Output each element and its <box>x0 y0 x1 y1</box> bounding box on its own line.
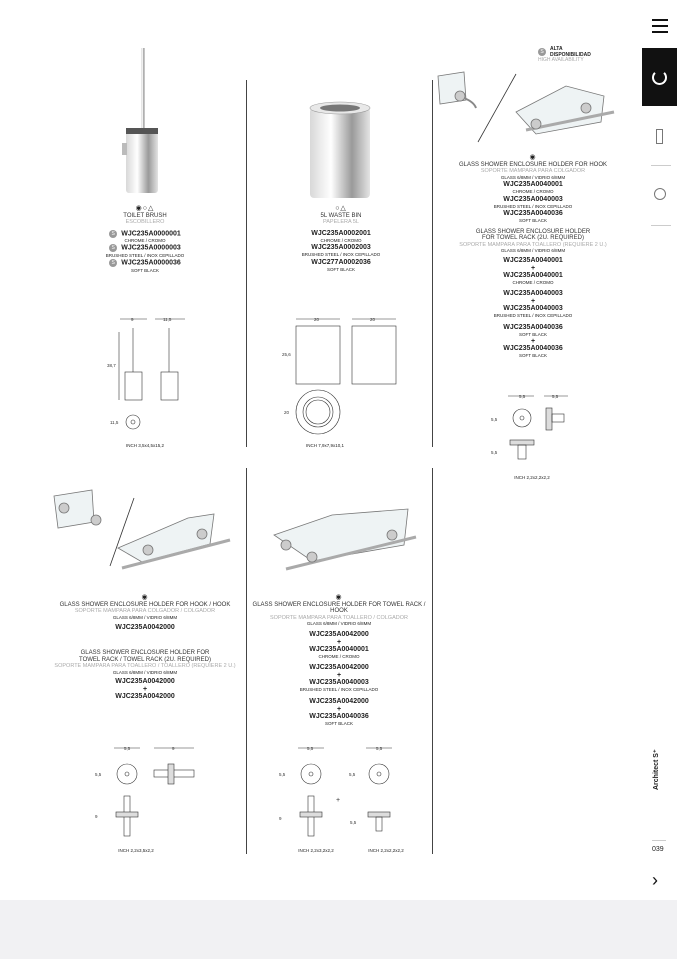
plus-sign: + <box>142 686 148 693</box>
dim-width: 11,5 <box>163 317 172 322</box>
plus-sign: + <box>336 672 342 679</box>
availability-badge: S <box>109 259 117 267</box>
plus-sign: + <box>530 338 536 345</box>
dim-depth: 20 <box>284 410 290 415</box>
dim-width: 20 <box>370 317 376 322</box>
product-code: WJC235A0000036 <box>121 259 181 267</box>
finish-label: BRUSHED STEEL / INOX CEPILLADO <box>493 203 573 209</box>
dim-width: 5,5 <box>519 394 526 399</box>
plus-sign: + <box>336 638 342 646</box>
towel-rack-holder-block <box>248 595 430 727</box>
power-icon <box>652 70 667 85</box>
product-category-button[interactable] <box>642 122 677 150</box>
product-title: GLASS SHOWER ENCLOSURE HOLDER FOR <box>80 650 210 656</box>
plus-sign: + <box>336 705 342 713</box>
product-title: GLASS SHOWER ENCLOSURE HOLDER FOR HOOK <box>458 161 608 168</box>
product-subtitle: SOPORTE MAMPARA PARA TOALLERO / COLGADOR <box>270 614 408 621</box>
brand-label: Architect S⁺ <box>653 749 660 790</box>
availability-title: ALTA DISPONIBILIDAD <box>550 46 591 58</box>
availability-legend <box>538 47 593 64</box>
finish-icons: ◉ <box>141 594 149 601</box>
product-code: WJC235A0040003 <box>309 679 369 686</box>
plus-sign: + <box>530 298 536 305</box>
toilet-brush-image <box>118 48 168 198</box>
dim-height: 9 <box>95 814 98 819</box>
product-code: WJC235A0040001 <box>503 271 563 279</box>
menu-button[interactable] <box>642 10 677 42</box>
divider <box>652 840 666 841</box>
finish-label: SOFT BLACK <box>131 267 159 273</box>
product-code: WJC235A0040001 <box>503 181 563 188</box>
product-title: TOWEL RACK / TOWEL RACK (2U. REQUIRED) <box>79 656 211 663</box>
ring-holder-icon <box>654 188 666 200</box>
product-code: WJC235A0040036 <box>503 345 563 352</box>
dim-height: 5,5 <box>491 450 498 455</box>
product-code: WJC235A0042000 <box>115 678 175 685</box>
power-button[interactable] <box>642 48 677 106</box>
product-title: GLASS SHOWER ENCLOSURE HOLDER FOR HOOK / HOOK <box>59 601 231 608</box>
divider <box>651 225 671 226</box>
dim-height: 5,5 <box>350 820 357 825</box>
hamburger-icon <box>652 25 668 27</box>
glass-spec: GLASS 6/8MM / VIDRIO 6/8MM <box>112 614 178 620</box>
glass-spec: GLASS 6/8MM / VIDRIO 6/8MM <box>112 669 178 675</box>
product-code: WJC235A0042000 <box>309 664 369 671</box>
dim-height: 25,6 <box>282 352 291 357</box>
glass-spec: GLASS 6/8MM / VIDRIO 6/8MM <box>500 248 566 253</box>
dim-width: 5,5 <box>552 394 559 399</box>
availability-badge: S <box>538 48 546 56</box>
product-subtitle: SOPORTE MAMPARA PARA TOALLERO / TOALLERO (REQUIERE 2 U.) <box>54 663 236 669</box>
divider <box>432 468 433 854</box>
waste-bin-dimension-drawing <box>280 312 400 442</box>
finish-label: BRUSHED STEEL / INOX CEPILLADO <box>493 313 573 318</box>
dim-width: 5,5 <box>307 746 314 751</box>
divider <box>432 80 433 447</box>
product-code-row <box>106 244 185 252</box>
finish-icons: ○△ <box>335 205 347 212</box>
finish-label: SOFT BLACK <box>519 331 547 337</box>
dim-width: 9 <box>131 317 134 322</box>
dim-depth: 11,5 <box>110 420 119 425</box>
product-code: WJC235A0042000 <box>309 697 369 705</box>
product-subtitle: ESCOBILLERO <box>125 219 165 225</box>
product-code: WJC235A0040036 <box>503 323 563 331</box>
product-subtitle: SOPORTE MAMPARA PARA COLGADOR / COLGADOR <box>74 608 216 614</box>
dim-width: 9 <box>172 746 175 751</box>
dim-height: 5,5 <box>491 417 498 422</box>
finish-label: BRUSHED STEEL / INOX CEPILLADO <box>301 252 381 257</box>
finish-icons: ◉ <box>529 154 537 161</box>
product-code: WJC235A0042000 <box>309 630 369 638</box>
hook-holder-block <box>448 155 618 360</box>
availability-subtitle: HIGH AVAILABILITY <box>538 57 584 63</box>
finish-label: SOFT BLACK <box>327 266 355 272</box>
product-code-row <box>106 259 185 267</box>
dim-height: 38,7 <box>107 363 116 368</box>
availability-badge: S <box>109 244 117 252</box>
waste-bin-block <box>266 206 416 273</box>
dim-width: 20 <box>314 317 320 322</box>
product-code: WJC235A0040001 <box>309 645 369 653</box>
inch-dimensions: INCH 2,2x2,2x2,2 <box>368 848 404 853</box>
product-code-row <box>106 230 185 238</box>
finish-label: BRUSHED STEEL / INOX CEPILLADO <box>299 687 379 692</box>
product-subtitle: SOPORTE MAMPARA PARA TOALLERO (REQUIERE 2 U.) <box>459 241 607 248</box>
toilet-brush-block <box>60 206 230 274</box>
finish-icons: ◉○△ <box>135 205 155 212</box>
inch-dimensions: INCH 3,5x4,5x15,2 <box>125 443 165 448</box>
dim-height: 5,5 <box>349 772 356 777</box>
hook-hook-holder-image <box>52 490 237 575</box>
product-code: WJC235A0000001 <box>121 229 181 237</box>
product-code: WJC235A0042000 <box>115 693 175 700</box>
product-subtitle: PAPELERA 5L <box>323 219 359 225</box>
divider <box>651 165 671 166</box>
toilet-brush-icon <box>656 129 663 144</box>
glass-spec: GLASS 6/8MM / VIDRIO 6/8MM <box>306 621 372 626</box>
finish-label: CHROME / CROMO <box>124 237 166 243</box>
finish-label: CHROME / CROMO <box>512 189 554 194</box>
product-code: WJC235A0040003 <box>503 305 563 312</box>
next-page-button[interactable] <box>652 870 666 890</box>
inch-dimensions: INCH 7,9x7,9x10,1 <box>305 443 345 448</box>
product-code: WJC235A0002001 <box>311 229 371 237</box>
finish-label: SOFT BLACK <box>519 218 547 223</box>
product-code: WJC235A0040001 <box>503 256 563 264</box>
toilet-brush-dimension-drawing <box>105 312 185 442</box>
towel-rack-dimension-drawing <box>274 742 404 842</box>
product-code: WJC235A0040003 <box>503 195 563 203</box>
product-title: GLASS SHOWER ENCLOSURE HOLDER FOR TOWEL RACK / HOOK <box>252 601 426 614</box>
product-category-button[interactable] <box>642 180 677 208</box>
hook-holder-image <box>436 72 621 152</box>
waste-bin-image <box>305 100 375 200</box>
plus-sign: + <box>336 797 341 804</box>
finish-label: CHROME / CROMO <box>318 653 360 659</box>
hook-hook-holder-block <box>50 595 240 701</box>
availability-badge: S <box>109 230 117 238</box>
finish-label: SOFT BLACK <box>519 353 547 358</box>
divider <box>246 468 247 854</box>
dim-height: 9 <box>279 816 282 821</box>
inch-dimensions: INCH 2,2x3,5x2,2 <box>118 848 154 853</box>
finish-icons: ◉ <box>335 594 343 601</box>
finish-label: BRUSHED STEEL / INOX CEPILLADO <box>105 252 185 258</box>
product-title: TOILET BRUSH <box>123 212 167 219</box>
inch-dimensions: INCH 2,2x2,2x2,2 <box>514 475 550 480</box>
page-number: 039 <box>652 846 664 853</box>
hook-hook-dimension-drawing <box>92 742 202 842</box>
dim-height: 5,5 <box>95 772 102 777</box>
plus-sign: + <box>530 264 536 272</box>
divider <box>246 80 247 447</box>
finish-label: CHROME / CROMO <box>320 237 362 243</box>
towel-rack-holder-image <box>272 505 422 575</box>
finish-label: CHROME / CROMO <box>512 279 554 285</box>
product-subtitle: SOPORTE MAMPARA PARA COLGADOR <box>480 168 586 174</box>
dim-height: 5,5 <box>279 772 286 777</box>
finish-label: SOFT BLACK <box>325 720 353 726</box>
glass-spec: GLASS 6/8MM / VIDRIO 6/8MM <box>500 174 566 180</box>
product-code: WJC235A0040036 <box>309 712 369 720</box>
dim-width: 5,5 <box>124 746 131 751</box>
product-code: WJC235A0002003 <box>311 244 371 251</box>
chevron-right-icon: › <box>652 870 658 890</box>
dim-width: 5,5 <box>376 746 383 751</box>
hook-holder-dimension-drawing <box>488 390 578 470</box>
product-code: WJC277A0002036 <box>311 258 371 266</box>
product-title: 5L WASTE BIN <box>320 212 362 219</box>
product-code: WJC235A0042000 <box>115 624 175 631</box>
product-code: WJC235A0000003 <box>121 244 181 252</box>
product-title: GLASS SHOWER ENCLOSURE HOLDER <box>475 228 591 235</box>
product-title: FOR TOWEL RACK (2U. REQUIRED) <box>482 235 584 241</box>
inch-dimensions: INCH 2,2x3,2x2,2 <box>298 848 334 853</box>
product-code: WJC235A0040036 <box>503 210 563 217</box>
footer-band <box>0 900 677 959</box>
product-code: WJC235A0040003 <box>503 290 563 297</box>
